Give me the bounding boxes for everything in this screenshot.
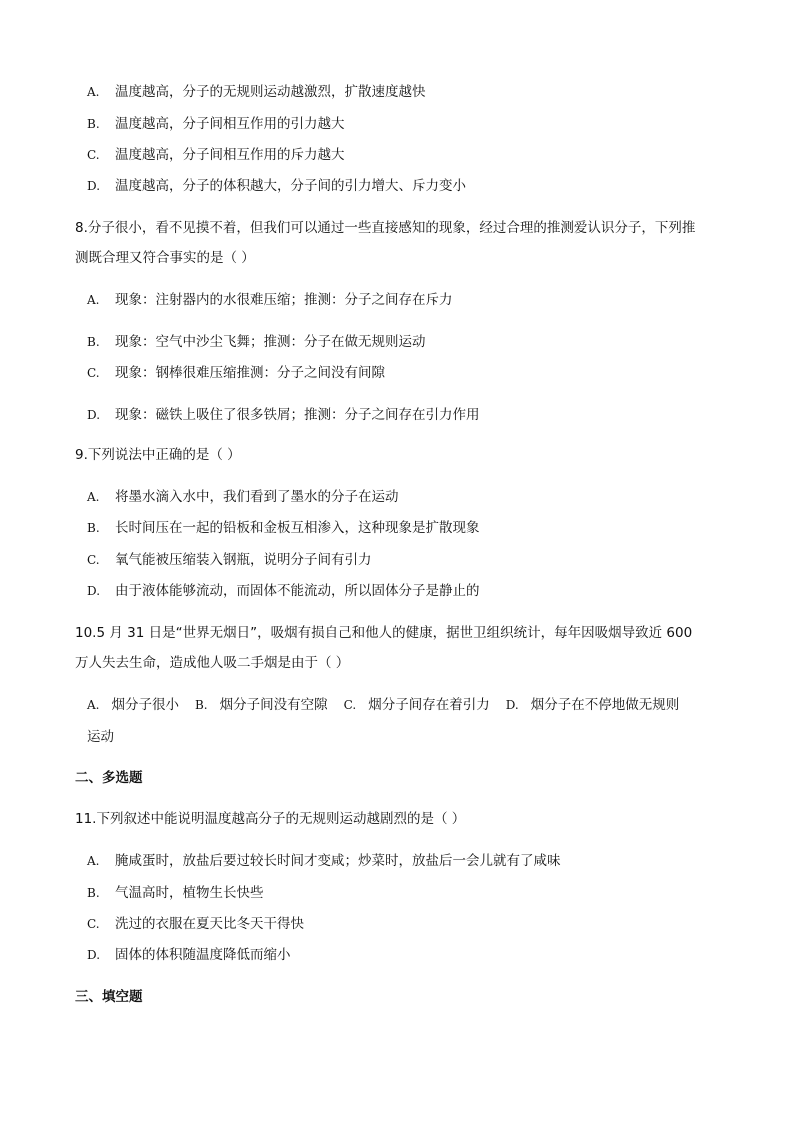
q10-option-b xyxy=(195,696,328,714)
q8-stem-line2: 测既合理又符合事实的是（ ） xyxy=(75,250,255,266)
option-text: 由于液体能够流动，而固体不能流动，所以固体分子是静止的 xyxy=(115,583,480,599)
option-text: 气温高时，植物生长快些 xyxy=(115,885,264,901)
q10-option-a xyxy=(87,696,179,714)
q8-option-b xyxy=(87,333,426,351)
q10-option-d xyxy=(506,696,680,714)
option-letter: A. xyxy=(87,490,100,504)
option-text: 长时间压在一起的铅板和金板互相渗入，这种现象是扩散现象 xyxy=(115,520,480,536)
option-letter: C. xyxy=(87,148,100,162)
option-text: 现象：钢棒很难压缩推测：分子之间没有间隙 xyxy=(115,365,385,381)
q10-options xyxy=(87,696,679,714)
option-text: 温度越高，分子间相互作用的斥力越大 xyxy=(115,147,345,163)
option-text: 烟分子很小 xyxy=(111,697,179,713)
option-text: 固体的体积随温度降低而缩小 xyxy=(115,947,291,963)
q10-option-c xyxy=(344,696,490,714)
option-text: 温度越高，分子的无规则运动越激烈，扩散速度越快 xyxy=(115,84,426,100)
option-letter: C. xyxy=(87,366,100,380)
option-text: 现象：空气中沙尘飞舞；推测：分子在做无规则运动 xyxy=(115,334,426,350)
q11-option-b xyxy=(87,884,264,902)
q11-option-c xyxy=(87,915,304,933)
q9-stem: 9.下列说法中正确的是（ ） xyxy=(75,447,241,463)
option-text: 将墨水滴入水中，我们看到了墨水的分子在运动 xyxy=(115,489,399,505)
option-letter: D. xyxy=(505,698,519,712)
option-letter: D. xyxy=(87,408,101,422)
option-letter: B. xyxy=(87,117,100,131)
option-letter: A. xyxy=(87,293,100,307)
option-letter: C. xyxy=(343,698,357,712)
q10-stem-line2: 万人失去生命，造成他人吸二手烟是由于（ ） xyxy=(75,655,350,671)
option-text: 烟分子间没有空隙 xyxy=(219,697,328,713)
option-letter: A. xyxy=(87,854,100,868)
option-letter: B. xyxy=(194,698,208,712)
option-letter: C. xyxy=(87,917,100,931)
q9-option-a xyxy=(87,488,399,506)
q8-option-c xyxy=(87,364,385,382)
q11-option-d xyxy=(87,946,291,964)
q9-option-d xyxy=(87,582,480,600)
q10-stem-line1: 10.5 月 31 日是“世界无烟日”，吸烟有损自己和他人的健康，据世卫组织统计，每年因吸烟导致近 600 xyxy=(75,625,693,641)
option-text: 现象：注射器内的水很难压缩；推测：分子之间存在斥力 xyxy=(115,292,453,308)
q10-option-d-wrap: 运动 xyxy=(87,729,114,745)
q9-option-c xyxy=(87,551,372,569)
option-letter: D. xyxy=(87,948,101,962)
option-letter: C. xyxy=(87,553,100,567)
option-letter: A. xyxy=(87,85,100,99)
section-heading-multi-choice: 二、多选题 xyxy=(75,770,143,786)
q9-option-b xyxy=(87,519,480,537)
option-text: 温度越高，分子的体积越大，分子间的引力增大、斥力变小 xyxy=(115,178,466,194)
option-letter: B. xyxy=(87,335,100,349)
q7-option-d xyxy=(87,177,466,195)
q8-option-a xyxy=(87,291,453,309)
option-text: 温度越高，分子间相互作用的引力越大 xyxy=(115,116,345,132)
option-text: 氧气能被压缩装入钢瓶，说明分子间有引力 xyxy=(115,552,372,568)
q11-option-a xyxy=(87,852,561,870)
section-heading-fill-in: 三、填空题 xyxy=(75,989,143,1005)
option-letter: B. xyxy=(87,521,100,535)
option-text: 现象：磁铁上吸住了很多铁屑；推测：分子之间存在引力作用 xyxy=(115,407,480,423)
option-letter: B. xyxy=(87,886,100,900)
q7-option-b xyxy=(87,115,345,133)
option-letter: A. xyxy=(87,698,100,712)
option-text: 腌咸蛋时，放盐后要过较长时间才变咸；炒菜时，放盐后一会儿就有了咸味 xyxy=(115,853,561,869)
option-letter: D. xyxy=(87,179,101,193)
option-text: 洗过的衣服在夏天比冬天干得快 xyxy=(115,916,304,932)
option-letter: D. xyxy=(87,584,101,598)
q8-stem-line1: 8.分子很小，看不见摸不着，但我们可以通过一些直接感知的现象，经过合理的推测爱认识分子，下列推 xyxy=(75,220,696,236)
q11-stem: 11.下列叙述中能说明温度越高分子的无规则运动越剧烈的是（ ） xyxy=(75,811,466,827)
q7-option-c xyxy=(87,146,345,164)
q7-option-a xyxy=(87,83,426,101)
q8-option-d xyxy=(87,406,480,424)
option-text: 烟分子间存在着引力 xyxy=(368,697,490,713)
option-text: 烟分子在不停地做无规则 xyxy=(530,697,680,713)
